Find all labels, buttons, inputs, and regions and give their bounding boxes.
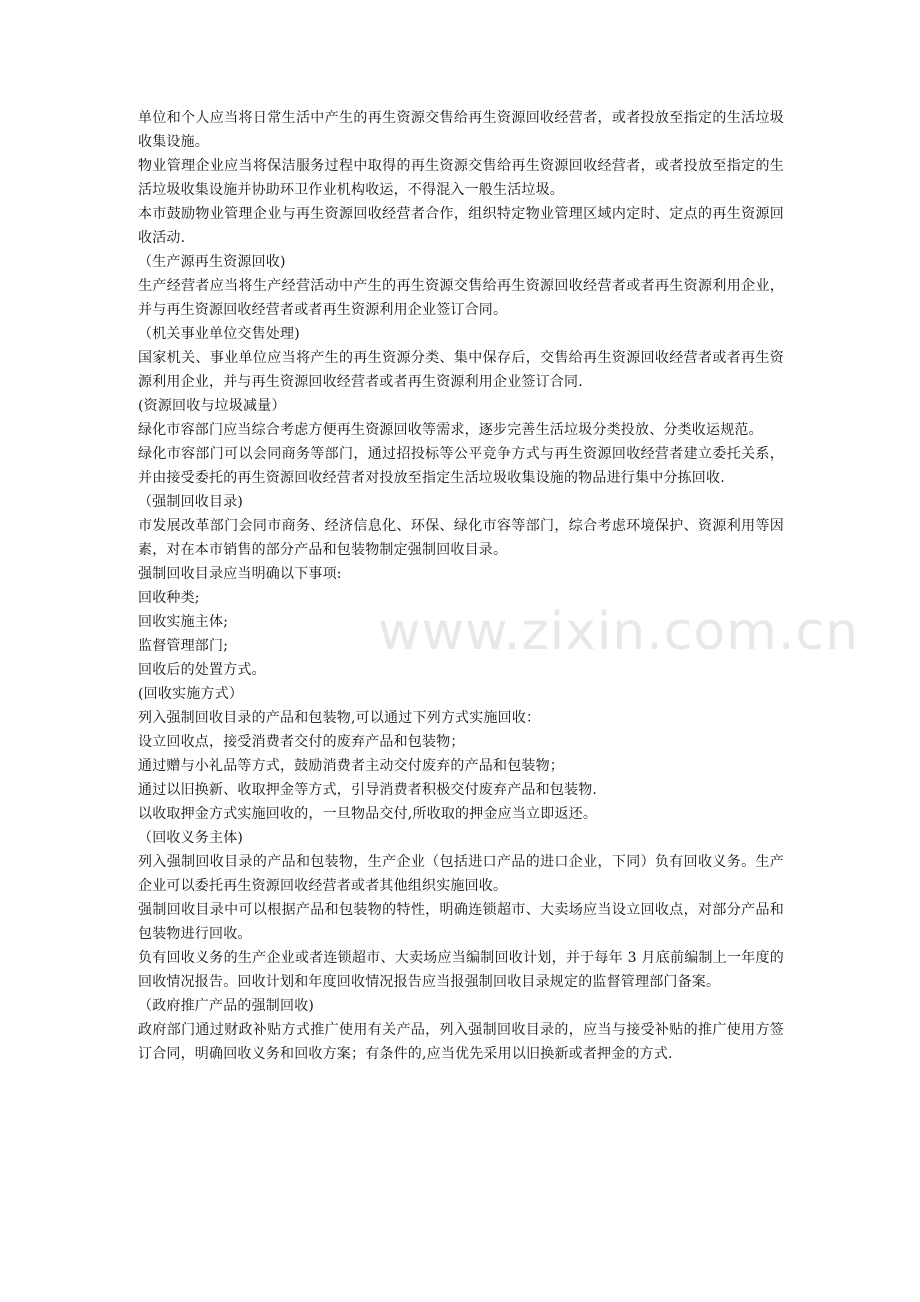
paragraph: 回收实施主体;: [138, 614, 229, 630]
paragraph: 回收后的处置方式。: [138, 662, 266, 678]
paragraph: 单位和个人应当将日常生活中产生的再生资源交售给再生资源回收经营者，或者投放至指定的生活垃圾收集设施。: [138, 110, 784, 150]
paragraph: 绿化市容部门可以会同商务等部门，通过招投标等公平竞争方式与再生资源回收经营者建立委托关系，并由接受委托的再生资源回收经营者对投放至指定生活垃圾收集设施的物品进行集中分拣回收.: [138, 446, 784, 486]
document-body: [138, 106, 784, 1066]
paragraph: 政府部门通过财政补贴方式推广使用有关产品，列入强制回收目录的，应当与接受补贴的推广使用方签订合同，明确回收义务和回收方案；有条件的,应当优先采用以旧换新或者押金的方式.: [138, 1022, 784, 1062]
paragraph: (回收实施方式）: [138, 686, 244, 702]
paragraph: （政府推广产品的强制回收): [138, 998, 315, 1014]
watermark: www.zixin.com.cn: [378, 602, 859, 662]
paragraph: 绿化市容部门应当综合考虑方便再生资源回收等需求，逐步完善生活垃圾分类投放、分类收运规范。: [138, 422, 763, 438]
paragraph: 通过赠与小礼品等方式，鼓励消费者主动交付废弃的产品和包装物；: [138, 758, 564, 774]
paragraph: 生产经营者应当将生产经营活动中产生的再生资源交售给再生资源回收经营者或者再生资源利用企业，并与再生资源回收经营者或者再生资源利用企业签订合同。: [138, 278, 784, 318]
paragraph: (资源回收与垃圾减量）: [138, 398, 286, 414]
paragraph: 负有回收义务的生产企业或者连锁超市、大卖场应当编制回收计划，并于每年 3 月底前编制上一年度的回收情况报告。回收计划和年度回收情况报告应当报强制回收目录规定的监督管理部门备案。: [138, 950, 784, 990]
paragraph: 列入强制回收目录的产品和包装物,可以通过下列方式实施回收：: [138, 710, 541, 726]
paragraph: 本市鼓励物业管理企业与再生资源回收经营者合作，组织特定物业管理区域内定时、定点的再生资源回收活动.: [138, 206, 784, 246]
paragraph: 列入强制回收目录的产品和包装物，生产企业（包括进口产品的进口企业，下同）负有回收义务。生产企业可以委托再生资源回收经营者或者其他组织实施回收。: [138, 854, 784, 894]
paragraph: （机关事业单位交售处理): [138, 326, 300, 342]
paragraph: 通过以旧换新、收取押金等方式，引导消费者积极交付废弃产品和包装物.: [138, 782, 598, 798]
paragraph: 国家机关、事业单位应当将产生的再生资源分类、集中保存后，交售给再生资源回收经营者或者再生资源利用企业，并与再生资源回收经营者或者再生资源利用企业签订合同.: [138, 350, 784, 390]
paragraph: 市发展改革部门会同市商务、经济信息化、环保、绿化市容等部门，综合考虑环境保护、资源利用等因素，对在本市销售的部分产品和包装物制定强制回收目录。: [138, 518, 784, 558]
paragraph: （生产源再生资源回收): [138, 254, 286, 270]
paragraph: （回收义务主体): [138, 830, 244, 846]
paragraph: 强制回收目录中可以根据产品和包装物的特性，明确连锁超市、大卖场应当设立回收点，对部分产品和包装物进行回收。: [138, 902, 784, 942]
paragraph: 监督管理部门;: [138, 638, 229, 654]
paragraph: 强制回收目录应当明确以下事项:: [138, 566, 342, 582]
paragraph: 以收取押金方式实施回收的，一旦物品交付,所收取的押金应当立即返还。: [138, 806, 598, 822]
paragraph: 回收种类;: [138, 590, 200, 606]
paragraph: 物业管理企业应当将保洁服务过程中取得的再生资源交售给再生资源回收经营者，或者投放至指定的生活垃圾收集设施并协助环卫作业机构收运，不得混入一般生活垃圾。: [138, 158, 784, 198]
paragraph: 设立回收点，接受消费者交付的废弃产品和包装物；: [138, 734, 465, 750]
paragraph: （强制回收目录): [138, 494, 244, 510]
